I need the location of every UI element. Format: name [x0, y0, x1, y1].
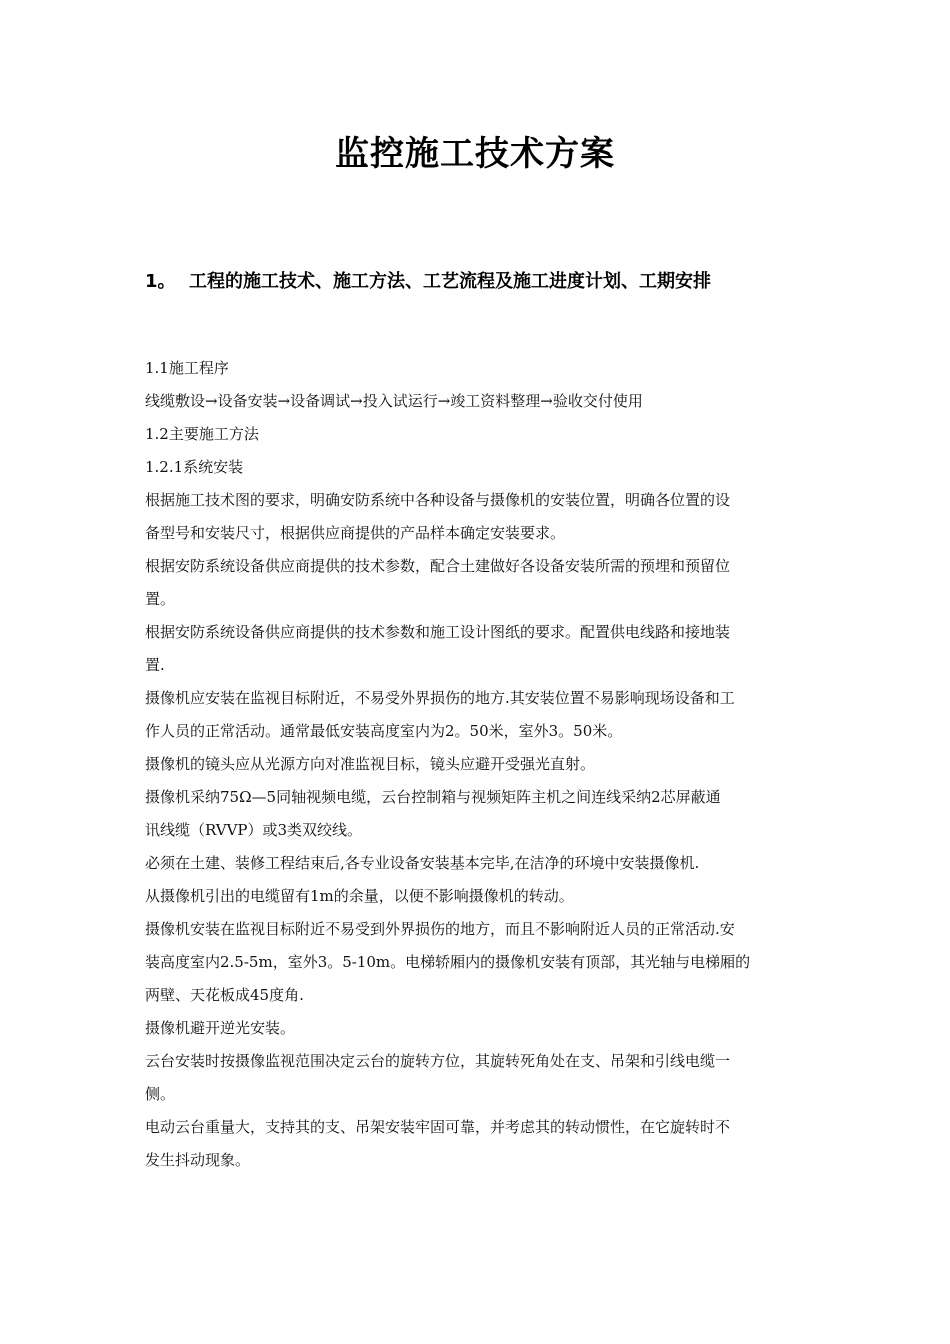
- paragraph-line: 装高度室内2.5-5m，室外3。5-10m。电梯轿厢内的摄像机安装有顶部，其光轴与电梯厢的: [145, 953, 751, 971]
- paragraph-line: 根据安防系统设备供应商提供的技术参数，配合土建做好各设备安装所需的预埋和预留位: [145, 557, 731, 575]
- subheading-1-2: 1.2主要施工方法: [145, 425, 259, 443]
- paragraph-line: 侧。: [145, 1085, 176, 1103]
- paragraph-line: 两壁、天花板成45度角.: [145, 986, 304, 1004]
- paragraph-line: 从摄像机引出的电缆留有1m的余量，以便不影响摄像机的转动。: [145, 887, 574, 905]
- paragraph-line: 发生抖动现象。: [145, 1151, 251, 1169]
- section-heading: [145, 267, 825, 293]
- paragraph-line: 根据安防系统设备供应商提供的技术参数和施工设计图纸的要求。配置供电线路和接地装: [145, 623, 731, 641]
- paragraph-line: 摄像机避开逆光安装。: [145, 1019, 296, 1037]
- process-flow: 线缆敷设→设备安装→设备调试→投入试运行→竣工资料整理→验收交付使用: [145, 392, 643, 410]
- paragraph-line: 根据施工技术图的要求，明确安防系统中各种设备与摄像机的安装位置，明确各位置的设: [145, 491, 731, 509]
- subheading-1-1: 1.1施工程序: [145, 359, 229, 377]
- paragraph-line: 必须在土建、装修工程结束后,各专业设备安装基本完毕,在洁净的环境中安装摄像机.: [145, 854, 700, 872]
- paragraph-line: 作人员的正常活动。通常最低安装高度室内为2。50米，室外3。50米。: [145, 722, 623, 740]
- paragraph-line: 摄像机安装在监视目标附近不易受到外界损伤的地方，而且不影响附近人员的正常活动.安: [145, 920, 735, 938]
- section-heading-text: 工程的施工技术、施工方法、工艺流程及施工进度计划、工期安排: [189, 271, 711, 292]
- paragraph-line: 备型号和安装尺寸，根据供应商提供的产品样本确定安装要求。: [145, 524, 566, 542]
- subheading-1-2-1: 1.2.1系统安装: [145, 458, 244, 476]
- paragraph-line: 云台安装时按摄像监视范围决定云台的旋转方位，其旋转死角处在支、吊架和引线电缆一: [145, 1052, 731, 1070]
- section-number: 1。: [145, 271, 176, 292]
- paragraph-line: 置。: [145, 590, 176, 608]
- paragraph-line: 摄像机采纳75Ω—5同轴视频电缆，云台控制箱与视频矩阵主机之间连线采纳2芯屏蔽通: [145, 788, 721, 806]
- document-title: 监控施工技术方案: [335, 134, 615, 174]
- paragraph-line: 摄像机应安装在监视目标附近，不易受外界损伤的地方.其安装位置不易影响现场设备和工: [145, 689, 735, 707]
- paragraph-line: 电动云台重量大，支持其的支、吊架安装牢固可靠，并考虑其的转动惯性，在它旋转时不: [145, 1118, 731, 1136]
- paragraph-line: 讯线缆（RVVP）或3类双绞线。: [145, 821, 363, 839]
- document-body: [145, 352, 807, 1177]
- paragraph-line: 置.: [145, 656, 165, 674]
- paragraph-line: 摄像机的镜头应从光源方向对准监视目标，镜头应避开受强光直射。: [145, 755, 596, 773]
